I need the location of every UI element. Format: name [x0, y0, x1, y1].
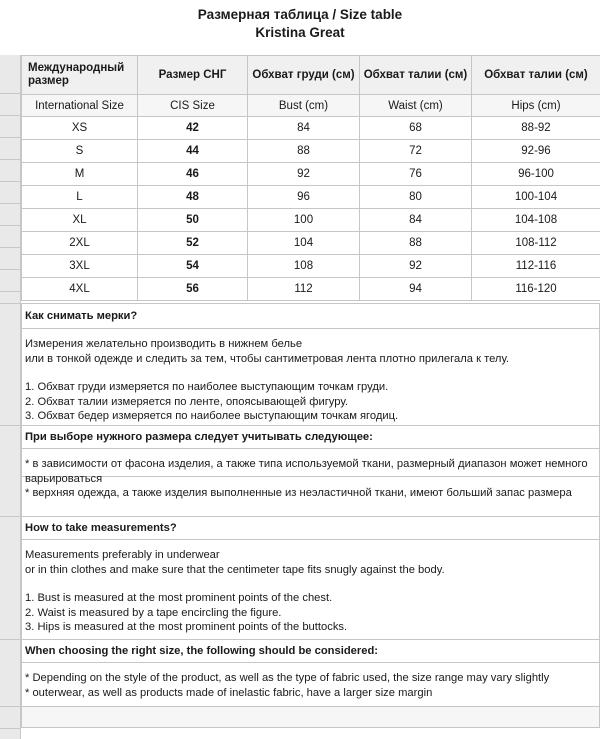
table-cell: 108-112 — [472, 232, 600, 255]
table-cell: 96-100 — [472, 163, 600, 186]
row-gutter — [0, 55, 21, 739]
en-choose-note2: * outerwear, as well as products made of inelastic fabric, have a larger size margin — [25, 686, 433, 699]
table-cell: 92 — [360, 255, 472, 278]
header-cell: CIS Size — [138, 95, 248, 117]
header-cell: Обхват груди (см) — [248, 56, 360, 95]
ru-choose-section — [21, 425, 600, 517]
gutter-row-line — [0, 92, 20, 94]
gutter-row-line — [0, 158, 20, 160]
table-cell: 76 — [360, 163, 472, 186]
table-cell: 42 — [138, 117, 248, 140]
gutter-row-line — [0, 224, 20, 226]
gutter-row-line — [0, 136, 20, 138]
table-cell: 48 — [138, 186, 248, 209]
table-cell: L — [22, 186, 138, 209]
gutter-row-line — [0, 705, 20, 707]
table-cell: 3XL — [22, 255, 138, 278]
ru-measure-intro1: Измерения желательно производить в нижнем белье — [25, 338, 303, 350]
table-cell: 84 — [248, 117, 360, 140]
table-cell: 92 — [248, 163, 360, 186]
ru-measure-intro2: или в тонкой одежде и следить за тем, чтобы сантиметровая лента плотно прилегала к телу. — [25, 352, 510, 365]
table-cell: 2XL — [22, 232, 138, 255]
spreadsheet — [0, 55, 600, 739]
header-cell: Waist (cm) — [360, 95, 472, 117]
en-choose-note1: * Depending on the style of the product, as well as the type of fabric used, the size range may vary slightly — [25, 672, 550, 684]
ru-choose-note2: * верхняя одежда, а также изделия выполненные из неэластичной ткани, имеют больший запас размера — [25, 487, 572, 499]
en-measure-item3: 3. Hips is measured at the most prominent points of the buttocks. — [25, 621, 348, 633]
table-row — [22, 232, 600, 255]
table-cell: 112-116 — [472, 255, 600, 278]
table-cell: 112 — [248, 278, 360, 301]
empty-row — [21, 706, 600, 728]
ru-measure-item1: 1. Обхват груди измеряется по наиболее выступающим точкам груди. — [25, 381, 389, 393]
table-cell: S — [22, 140, 138, 163]
table-cell: 108 — [248, 255, 360, 278]
ru-choose-body — [22, 449, 599, 503]
gutter-row-line — [0, 114, 20, 116]
table-row — [22, 209, 600, 232]
en-measure-heading: How to take measurements? — [22, 517, 599, 540]
table-cell: 116-120 — [472, 278, 600, 301]
table-cell: XL — [22, 209, 138, 232]
table-cell: 104-108 — [472, 209, 600, 232]
document-title — [0, 6, 600, 42]
table-cell: 50 — [138, 209, 248, 232]
table-cell: 80 — [360, 186, 472, 209]
size-table — [21, 55, 600, 301]
gutter-row-line — [0, 202, 20, 204]
table-row — [22, 186, 600, 209]
header-cell: International Size — [22, 95, 138, 117]
ru-measure-body — [22, 329, 599, 426]
en-choose-section — [21, 639, 600, 707]
header-row-en — [22, 95, 600, 117]
table-cell: XS — [22, 117, 138, 140]
header-cell: Hips (cm) — [472, 95, 600, 117]
table-cell: 96 — [248, 186, 360, 209]
header-cell: Размер СНГ — [138, 56, 248, 95]
table-row — [22, 255, 600, 278]
ru-measure-item2: 2. Обхват талии измеряется по ленте, опоясывающей фигуру. — [25, 395, 348, 408]
gutter-row-line — [0, 268, 20, 270]
table-cell: 52 — [138, 232, 248, 255]
ru-choose-heading: При выборе нужного размера следует учитывать следующее: — [22, 426, 599, 449]
table-cell: 88 — [360, 232, 472, 255]
table-cell: 100-104 — [472, 186, 600, 209]
table-cell: 54 — [138, 255, 248, 278]
table-cell: 4XL — [22, 278, 138, 301]
table-cell: 100 — [248, 209, 360, 232]
ru-measure-heading: Как снимать мерки? — [22, 304, 599, 329]
table-row — [22, 163, 600, 186]
table-cell: 56 — [138, 278, 248, 301]
table-cell: 68 — [360, 117, 472, 140]
gutter-row-line — [0, 246, 20, 248]
header-row-ru — [22, 56, 600, 95]
gutter-row-line — [0, 302, 20, 304]
header-cell: Обхват талии (см) — [472, 56, 600, 95]
en-measure-body — [22, 540, 599, 637]
en-choose-body — [22, 663, 599, 702]
header-cell: Обхват талии (см) — [360, 56, 472, 95]
en-measure-item2: 2. Waist is measured by a tape encircling the figure. — [25, 606, 282, 619]
table-cell: 92-96 — [472, 140, 600, 163]
table-cell: M — [22, 163, 138, 186]
table-cell: 44 — [138, 140, 248, 163]
gutter-row-line — [0, 515, 20, 517]
header-cell: Международный размер — [22, 56, 138, 95]
title-line-2: Kristina Great — [255, 25, 345, 40]
en-choose-heading: When choosing the right size, the following should be considered: — [22, 640, 599, 663]
gutter-row-line — [0, 424, 20, 426]
gutter-row-line — [0, 180, 20, 182]
table-cell: 88 — [248, 140, 360, 163]
ru-choose-note1: * в зависимости от фасона изделия, а также типа используемой ткани, размерный диапазон может немного варьироваться — [25, 458, 588, 485]
en-measure-item1: 1. Bust is measured at the most prominent points of the chest. — [25, 592, 333, 604]
gutter-row-line — [0, 727, 20, 729]
en-measure-section — [21, 516, 600, 640]
table-row — [22, 117, 600, 140]
ru-measure-item3: 3. Обхват бедер измеряется по наиболее выступающим точкам ягодиц. — [25, 410, 399, 422]
table-row — [22, 278, 600, 301]
en-measure-intro2: or in thin clothes and make sure that the centimeter tape fits snugly against the body. — [25, 563, 445, 576]
table-cell: 72 — [360, 140, 472, 163]
en-measure-intro1: Measurements preferably in underwear — [25, 549, 220, 561]
gutter-row-line — [0, 638, 20, 640]
table-cell: 104 — [248, 232, 360, 255]
table-cell: 94 — [360, 278, 472, 301]
table-cell: 46 — [138, 163, 248, 186]
header-cell: Bust (cm) — [248, 95, 360, 117]
table-cell: 88-92 — [472, 117, 600, 140]
title-line-1: Размерная таблица / Size table — [197, 7, 403, 22]
table-row — [22, 140, 600, 163]
gutter-row-line — [0, 290, 20, 292]
table-cell: 84 — [360, 209, 472, 232]
